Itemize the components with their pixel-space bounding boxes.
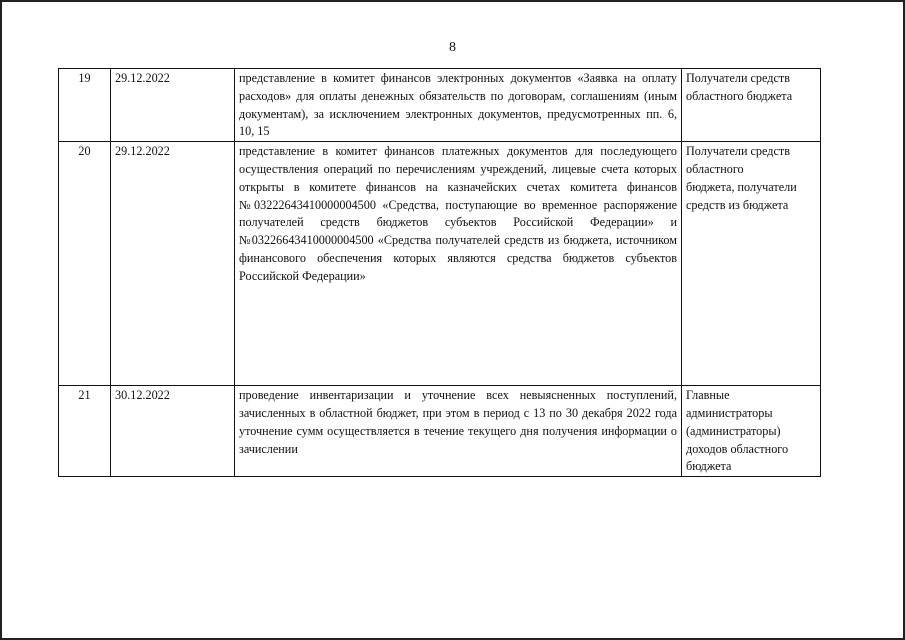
schedule-table — [58, 68, 821, 477]
executor-line: областного — [686, 161, 744, 176]
row-executor — [682, 69, 821, 142]
row-number: 19 — [59, 69, 111, 142]
table-row — [59, 386, 821, 477]
row-content: представление в комитет финансов платежных документов для последующего осуществления операций по перечислениям учреждений, лицевые счета которых открыты в комитете финансов на казначейских счетах комитета финансов №03222643410000004500 «Средства, поступающие во временное распоряжение получателей средств бюджетов субъектов Российской Федерации» и №03226643410000004500 «Средства получателей средств из бюджета, источником финансового обеспечения которых являются средства бюджетов субъектов Российской Федерации» — [235, 142, 682, 386]
row-date: 29.12.2022 — [111, 69, 235, 142]
executor-line: Получатели средств — [686, 144, 790, 159]
row-content: представление в комитет финансов электронных документов «Заявка на оплату расходов» для оплаты денежных обязательств по договорам, соглашениям (иным документам), за исключением электронных документов, предусмотренных пп. 6, 10, 15 — [235, 69, 682, 142]
row-content: проведение инвентаризации и уточнение всех невыясненных поступлений, зачисленных в областной бюджет, при этом в период с 13 по 30 декабря 2022 года уточнение сумм осуществляется в течение текущего дня получения информации о зачислении — [235, 386, 682, 477]
executor-line: областного бюджета — [686, 88, 793, 103]
executor-line: бюджета — [686, 459, 732, 474]
page-number: 8 — [449, 40, 456, 55]
executor-line: администраторы — [686, 405, 773, 420]
row-date: 30.12.2022 — [111, 386, 235, 477]
executor-line: Главные — [686, 388, 730, 403]
row-date: 29.12.2022 — [111, 142, 235, 386]
executor-line: доходов областного — [686, 441, 789, 456]
row-number: 20 — [59, 142, 111, 386]
row-executor — [682, 142, 821, 386]
executor-line: средств из бюджета — [686, 197, 789, 212]
row-number: 21 — [59, 386, 111, 477]
row-executor — [682, 386, 821, 477]
executor-line: Получатели средств — [686, 71, 790, 85]
table-row — [59, 142, 821, 386]
executor-line: бюджета, получатели — [686, 179, 797, 194]
executor-line: (администраторы) — [686, 423, 781, 438]
table-row — [59, 69, 821, 142]
